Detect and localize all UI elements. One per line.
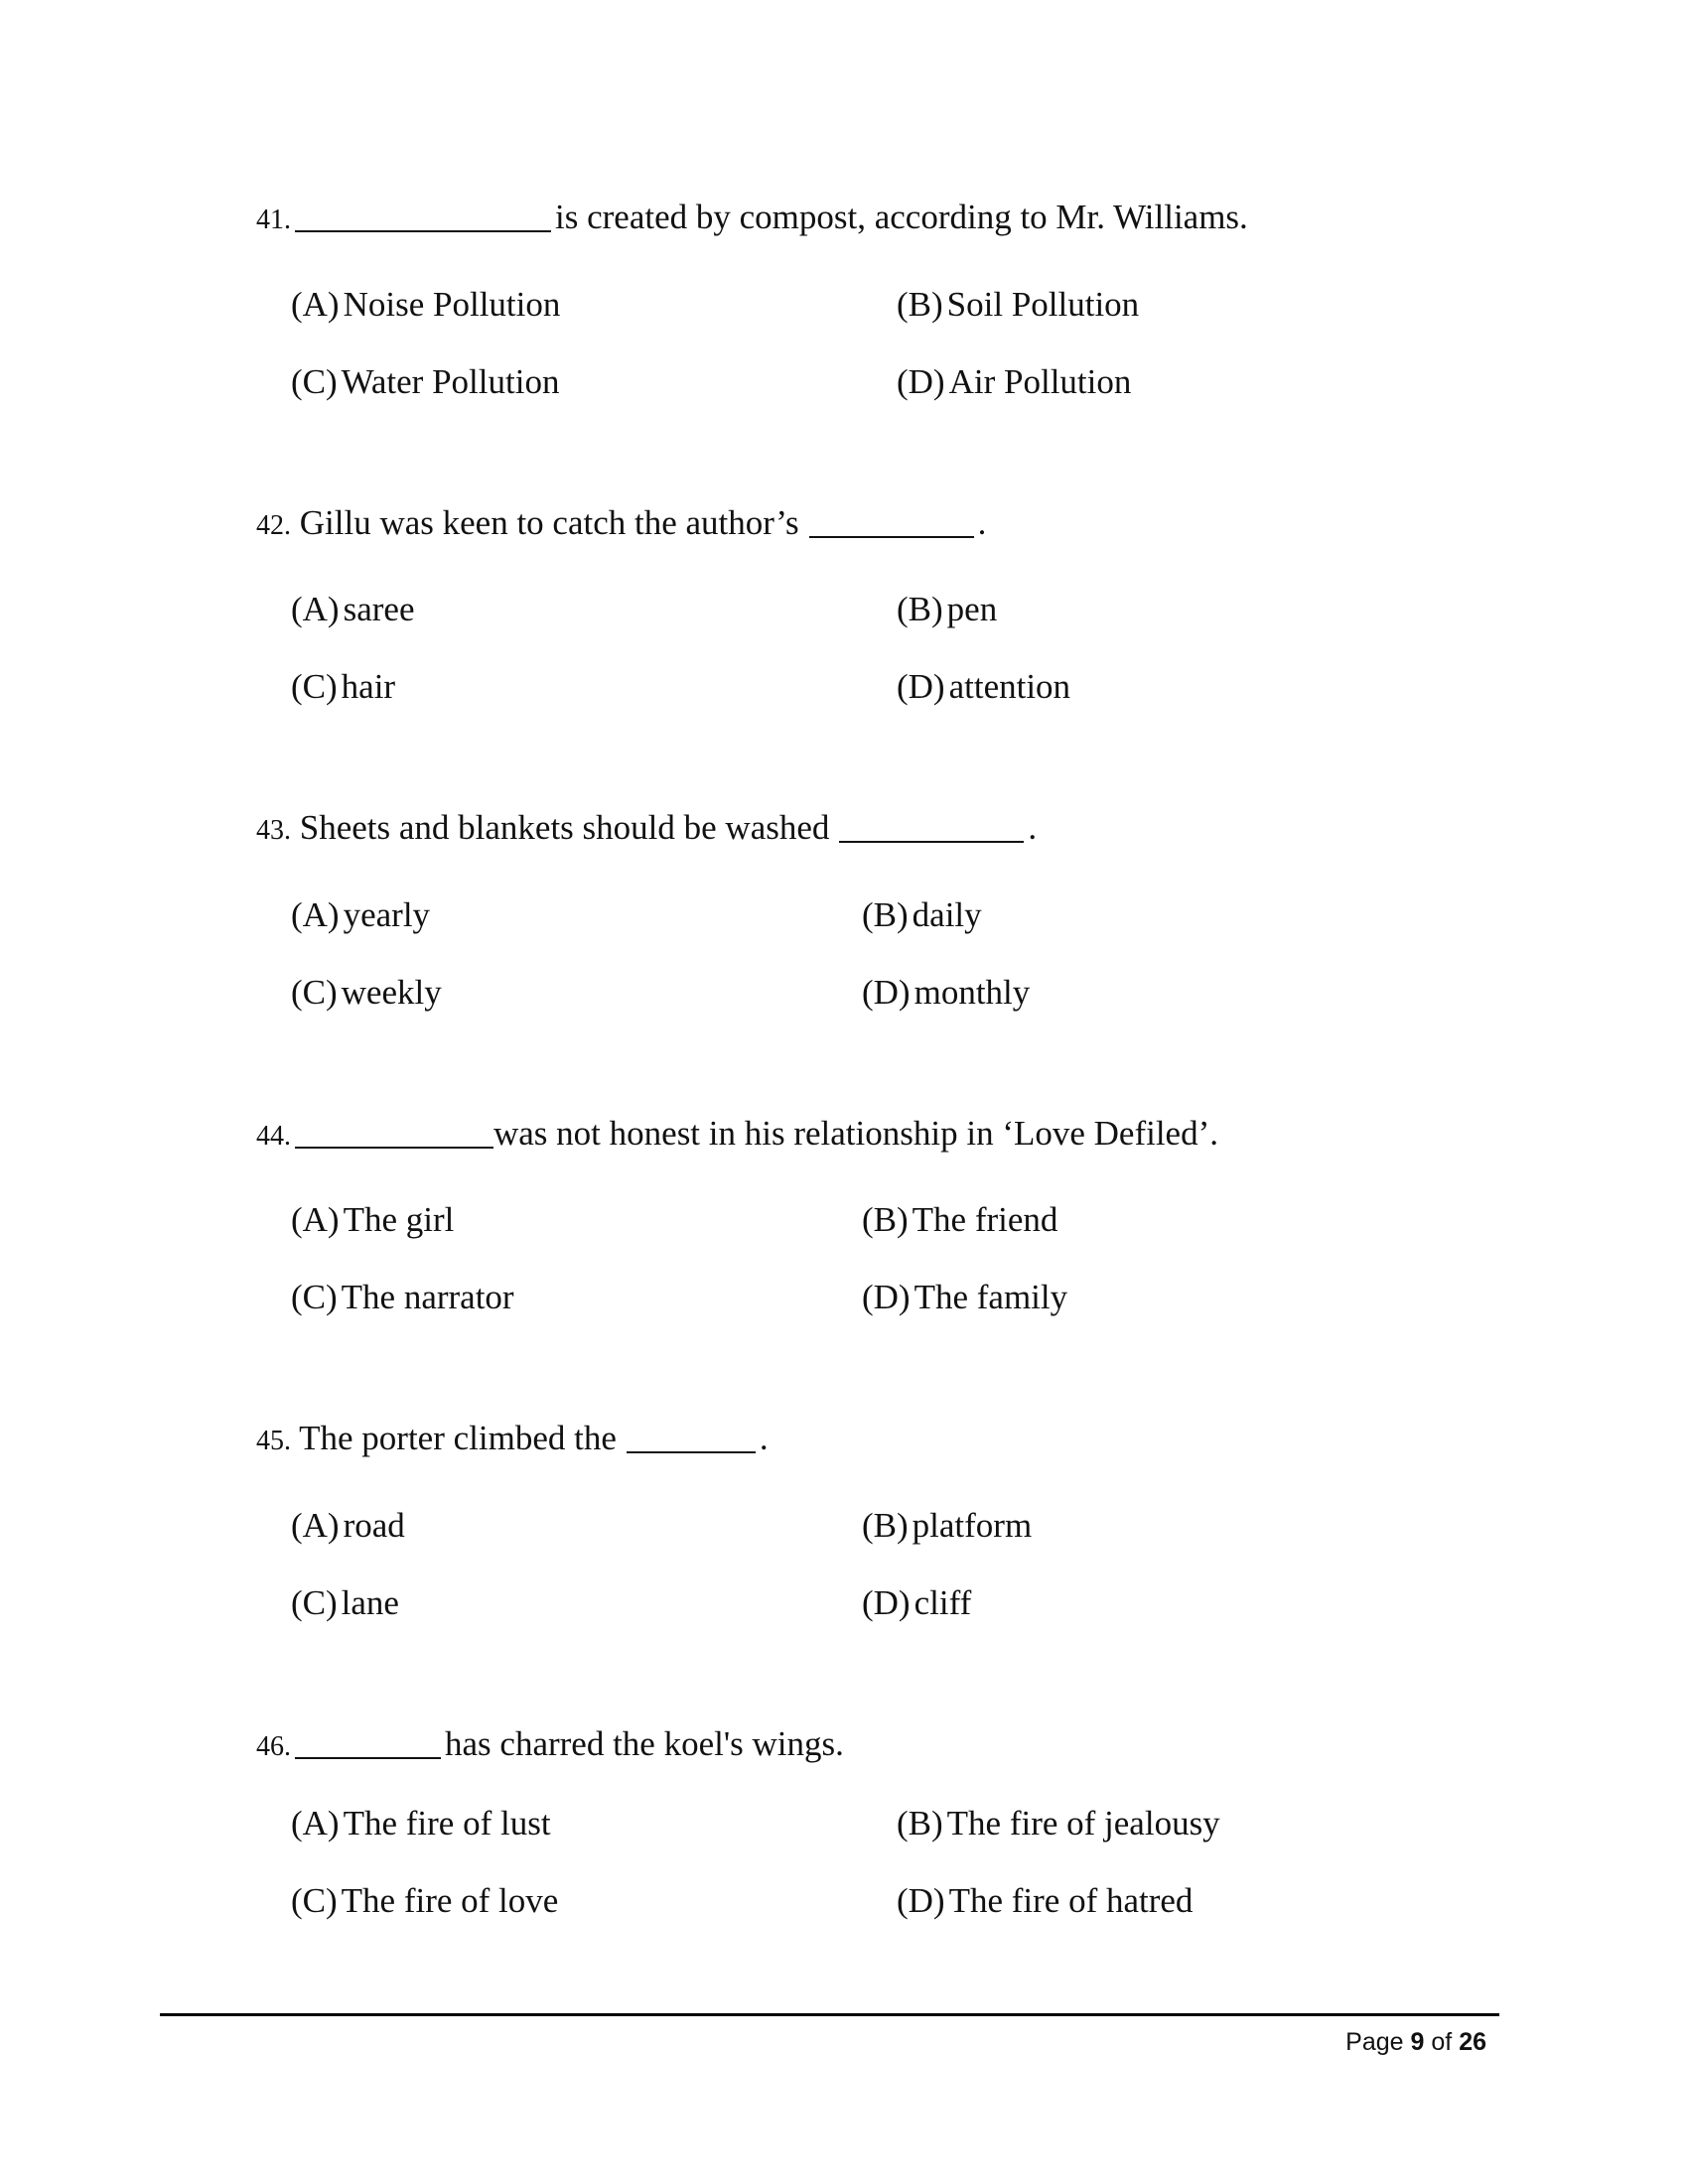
question-number: 43. xyxy=(256,815,291,846)
option-label: (B) xyxy=(862,1200,909,1239)
option-c xyxy=(291,364,559,399)
stem-end: . xyxy=(977,503,987,542)
option-label: (D) xyxy=(897,667,945,706)
question-stem xyxy=(256,1116,1218,1151)
option-text: attention xyxy=(948,667,1071,706)
option-text: daily xyxy=(912,895,982,934)
option-label: (D) xyxy=(897,362,945,401)
option-a xyxy=(291,592,414,626)
option-label: (A) xyxy=(291,1200,340,1239)
option-text: The fire of hatred xyxy=(948,1881,1194,1920)
question-stem xyxy=(256,1421,769,1455)
current-page: 9 xyxy=(1410,2028,1425,2056)
question-stem xyxy=(256,200,1248,234)
option-label: (B) xyxy=(897,590,943,628)
question-number: 45. xyxy=(256,1426,291,1456)
option-label: (C) xyxy=(291,1881,338,1920)
option-label: (D) xyxy=(862,1583,911,1622)
option-b xyxy=(862,1202,1057,1237)
option-b xyxy=(862,1508,1032,1543)
question-number: 46. xyxy=(256,1731,291,1762)
footer-divider xyxy=(160,2013,1499,2016)
question-stem xyxy=(256,505,986,540)
option-text: The family xyxy=(914,1278,1068,1316)
option-text: yearly xyxy=(343,895,431,934)
option-d xyxy=(897,669,1070,704)
question-number: 41. xyxy=(256,205,291,235)
option-c xyxy=(291,669,395,704)
option-text: lane xyxy=(341,1583,399,1622)
option-c xyxy=(291,1585,399,1620)
option-text: Noise Pollution xyxy=(343,285,561,324)
option-text: The fire of jealousy xyxy=(946,1804,1220,1843)
option-label: (C) xyxy=(291,1278,338,1316)
option-label: (D) xyxy=(862,1278,911,1316)
option-text: cliff xyxy=(914,1583,972,1622)
option-label: (C) xyxy=(291,667,338,706)
option-text: The girl xyxy=(343,1200,455,1239)
option-label: (D) xyxy=(862,973,911,1012)
question-number: 44. xyxy=(256,1121,291,1152)
option-d xyxy=(897,1883,1193,1918)
stem-end: . xyxy=(759,1419,769,1457)
option-b xyxy=(897,1806,1220,1841)
option-c xyxy=(291,975,442,1010)
option-a xyxy=(291,1806,551,1841)
option-d xyxy=(862,1280,1067,1314)
option-label: (A) xyxy=(291,285,340,324)
page-number xyxy=(1345,2028,1486,2057)
option-label: (A) xyxy=(291,590,340,628)
page-word: Page xyxy=(1345,2028,1404,2056)
stem-end: . xyxy=(1028,808,1038,847)
option-label: (C) xyxy=(291,1583,338,1622)
option-label: (B) xyxy=(862,1506,909,1545)
option-label: (D) xyxy=(897,1881,945,1920)
option-label: (A) xyxy=(291,895,340,934)
option-text: The fire of love xyxy=(341,1881,559,1920)
option-text: platform xyxy=(912,1506,1033,1545)
answer-blank xyxy=(295,1147,493,1149)
answer-blank xyxy=(295,1757,441,1759)
question-stem xyxy=(256,1726,844,1761)
option-text: The friend xyxy=(912,1200,1058,1239)
option-c xyxy=(291,1280,514,1314)
option-label: (C) xyxy=(291,973,338,1012)
option-text: The narrator xyxy=(341,1278,514,1316)
option-label: (B) xyxy=(897,1804,943,1843)
option-text: road xyxy=(343,1506,405,1545)
option-text: saree xyxy=(343,590,415,628)
option-a xyxy=(291,1508,405,1543)
option-d xyxy=(897,364,1131,399)
option-label: (A) xyxy=(291,1506,340,1545)
of-word: of xyxy=(1431,2028,1453,2056)
answer-blank xyxy=(839,841,1024,843)
answer-blank xyxy=(295,230,551,232)
stem-text: Gillu was keen to catch the author’s xyxy=(299,503,799,542)
option-text: Water Pollution xyxy=(341,362,560,401)
option-a xyxy=(291,897,430,932)
option-label: (B) xyxy=(862,895,909,934)
option-d xyxy=(862,975,1030,1010)
question-number: 42. xyxy=(256,510,291,541)
total-pages: 26 xyxy=(1459,2028,1486,2056)
option-a xyxy=(291,1202,454,1237)
option-d xyxy=(862,1585,971,1620)
stem-text: Sheets and blankets should be washed xyxy=(299,808,830,847)
option-c xyxy=(291,1883,558,1918)
option-text: Soil Pollution xyxy=(946,285,1140,324)
stem-text: was not honest in his relationship in ‘Love Defiled’. xyxy=(493,1114,1218,1153)
option-text: pen xyxy=(946,590,998,628)
option-text: hair xyxy=(341,667,396,706)
option-a xyxy=(291,287,560,322)
option-b xyxy=(897,592,997,626)
question-stem xyxy=(256,810,1037,845)
option-text: Air Pollution xyxy=(948,362,1132,401)
option-label: (C) xyxy=(291,362,338,401)
answer-blank xyxy=(627,1451,756,1453)
option-label: (A) xyxy=(291,1804,340,1843)
option-b xyxy=(897,287,1139,322)
option-text: monthly xyxy=(914,973,1031,1012)
stem-text: The porter climbed the xyxy=(299,1419,617,1457)
option-b xyxy=(862,897,982,932)
option-label: (B) xyxy=(897,285,943,324)
stem-text: is created by compost, according to Mr. Williams. xyxy=(555,198,1248,236)
option-text: The fire of lust xyxy=(343,1804,551,1843)
answer-blank xyxy=(809,536,974,538)
stem-text: has charred the koel's wings. xyxy=(445,1724,844,1763)
option-text: weekly xyxy=(341,973,442,1012)
